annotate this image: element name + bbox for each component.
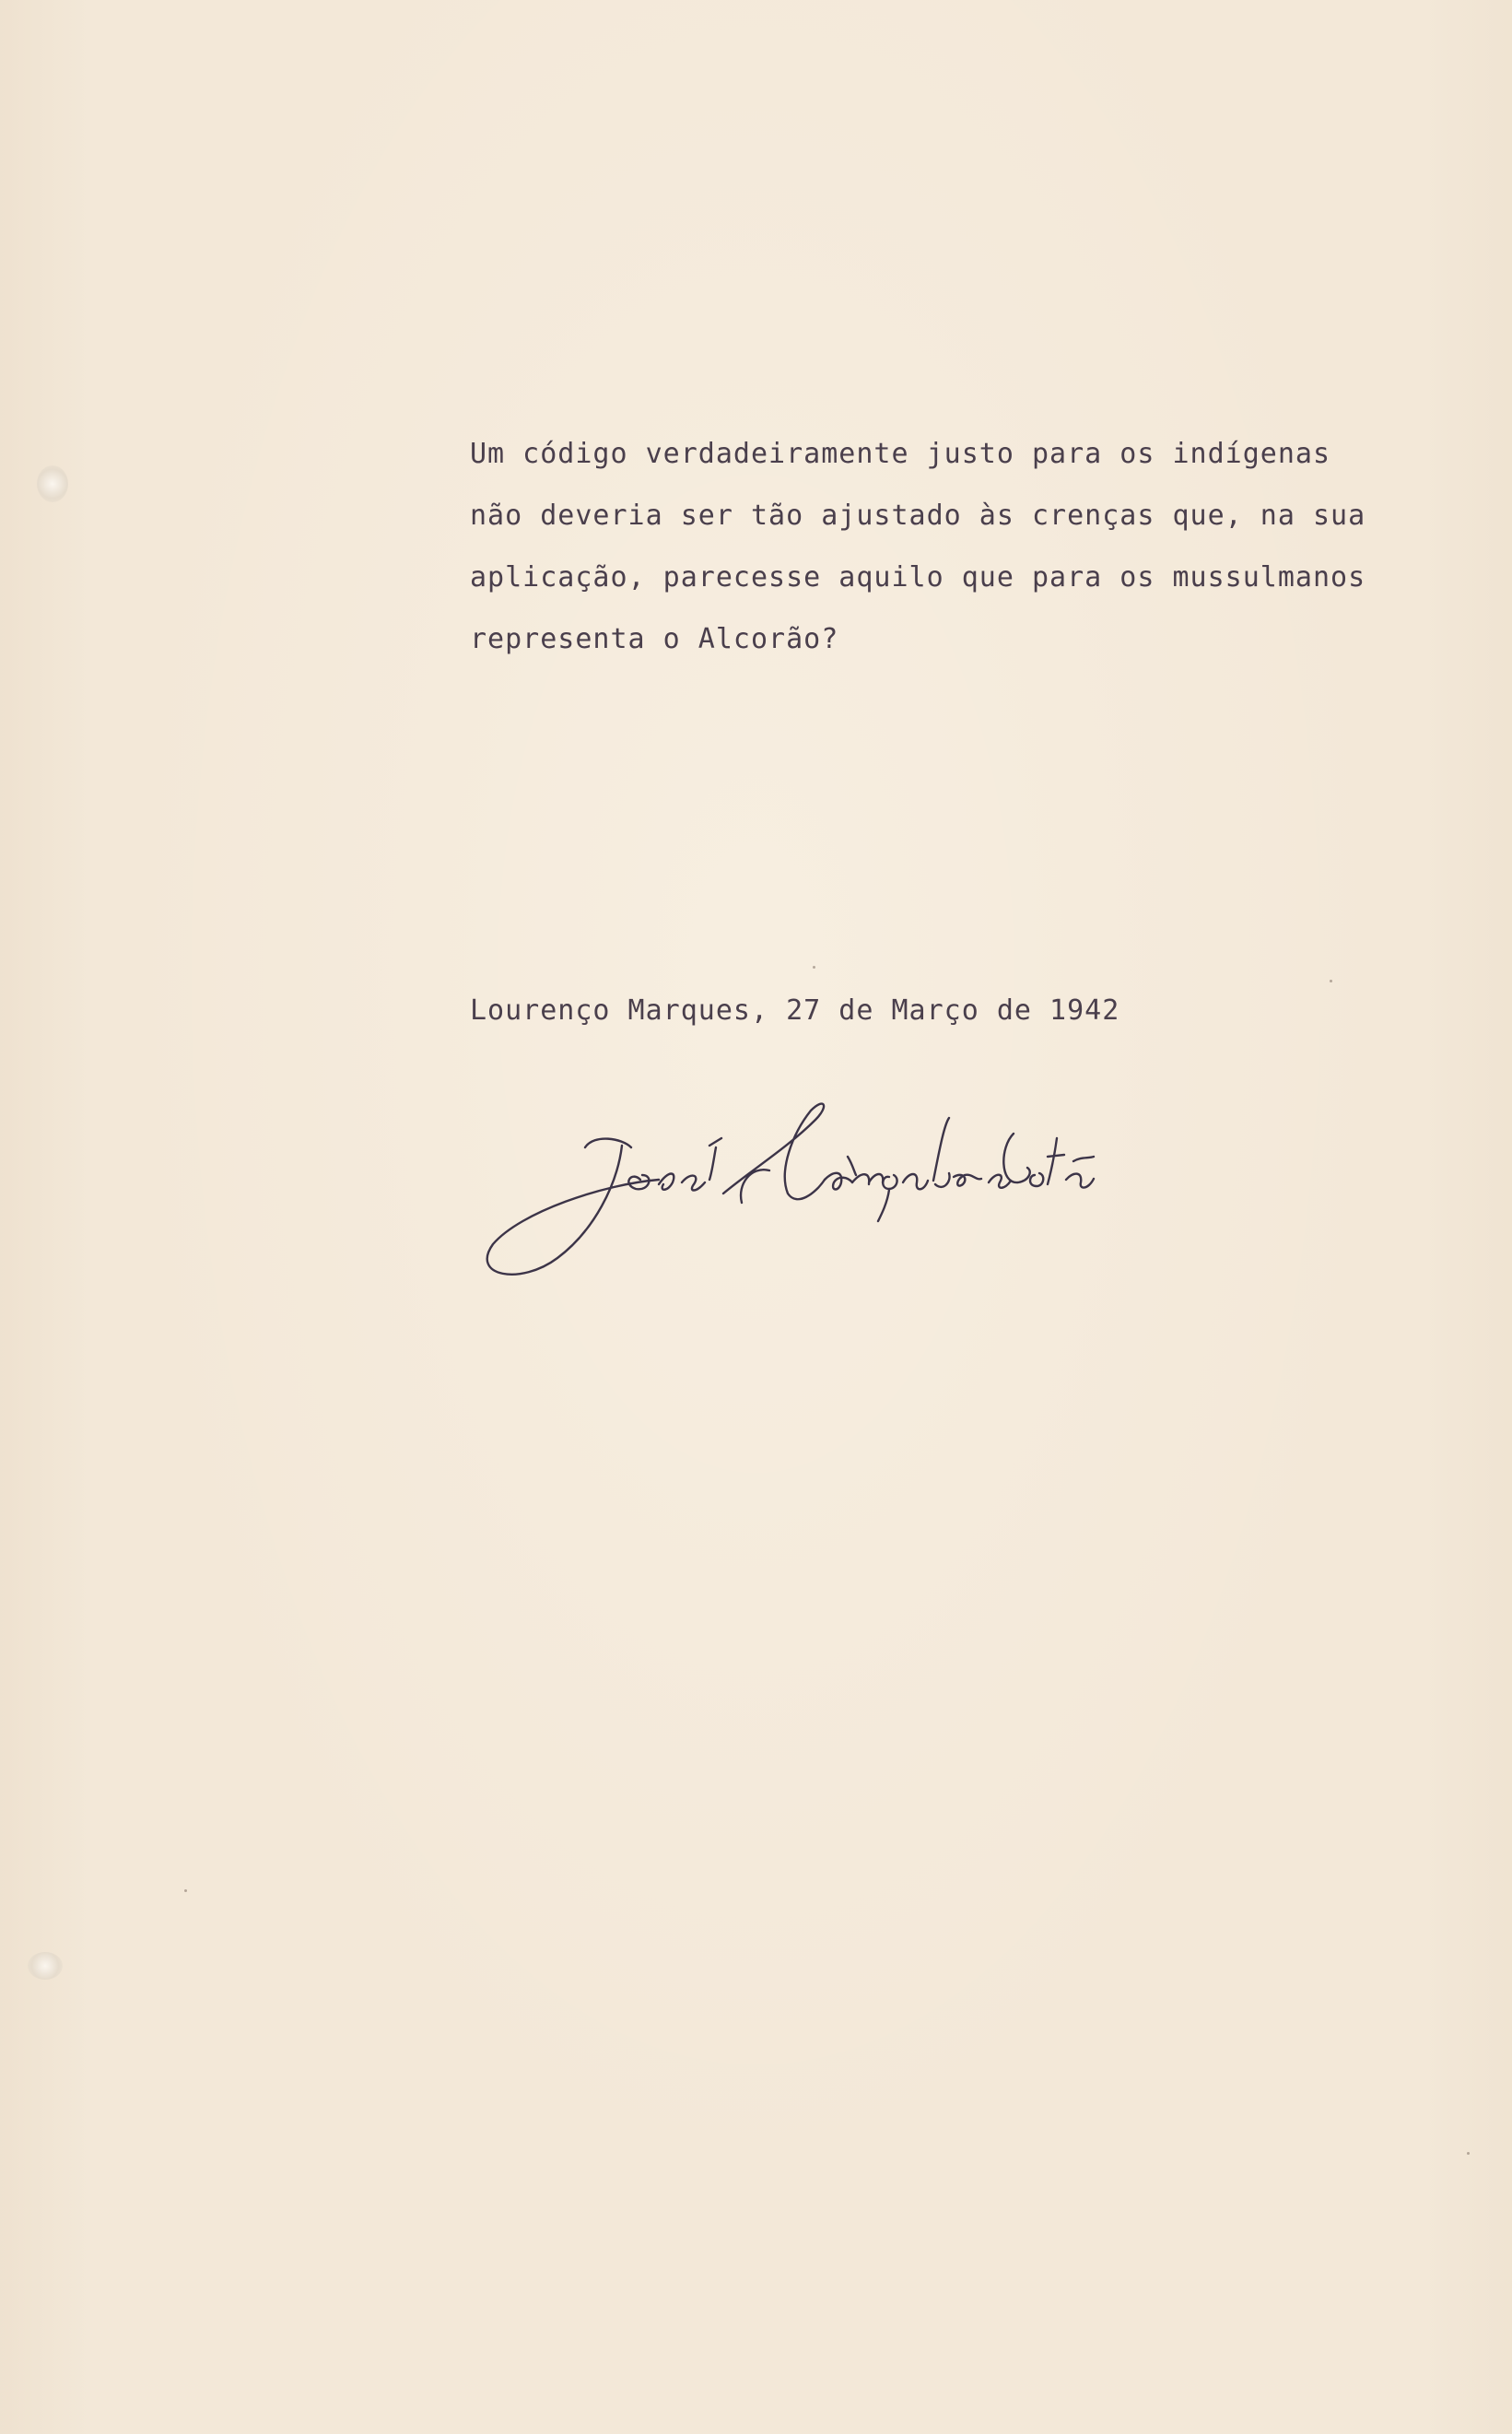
letter-line: aplicação, parecesse aquilo que para os mussulmanos [470, 561, 1366, 594]
letter-line: não deveria ser tão ajustado às crenças que, na sua [470, 500, 1366, 532]
punch-hole-top [37, 465, 68, 502]
letter-line: representa o Alcorão? [470, 623, 839, 655]
paper-speck [1467, 2152, 1470, 2155]
paper-speck [813, 966, 815, 969]
punch-hole-bottom [28, 1952, 63, 1980]
paper-speck [1330, 980, 1332, 982]
place-date-line: Lourenço Marques, 27 de Março de 1942 [470, 994, 1120, 1027]
paper-speck [184, 1889, 187, 1892]
handwritten-signature [484, 1083, 1129, 1295]
letter-paragraph [470, 431, 1447, 678]
letter-line: Um código verdadeiramente justo para os indígenas [470, 438, 1331, 470]
